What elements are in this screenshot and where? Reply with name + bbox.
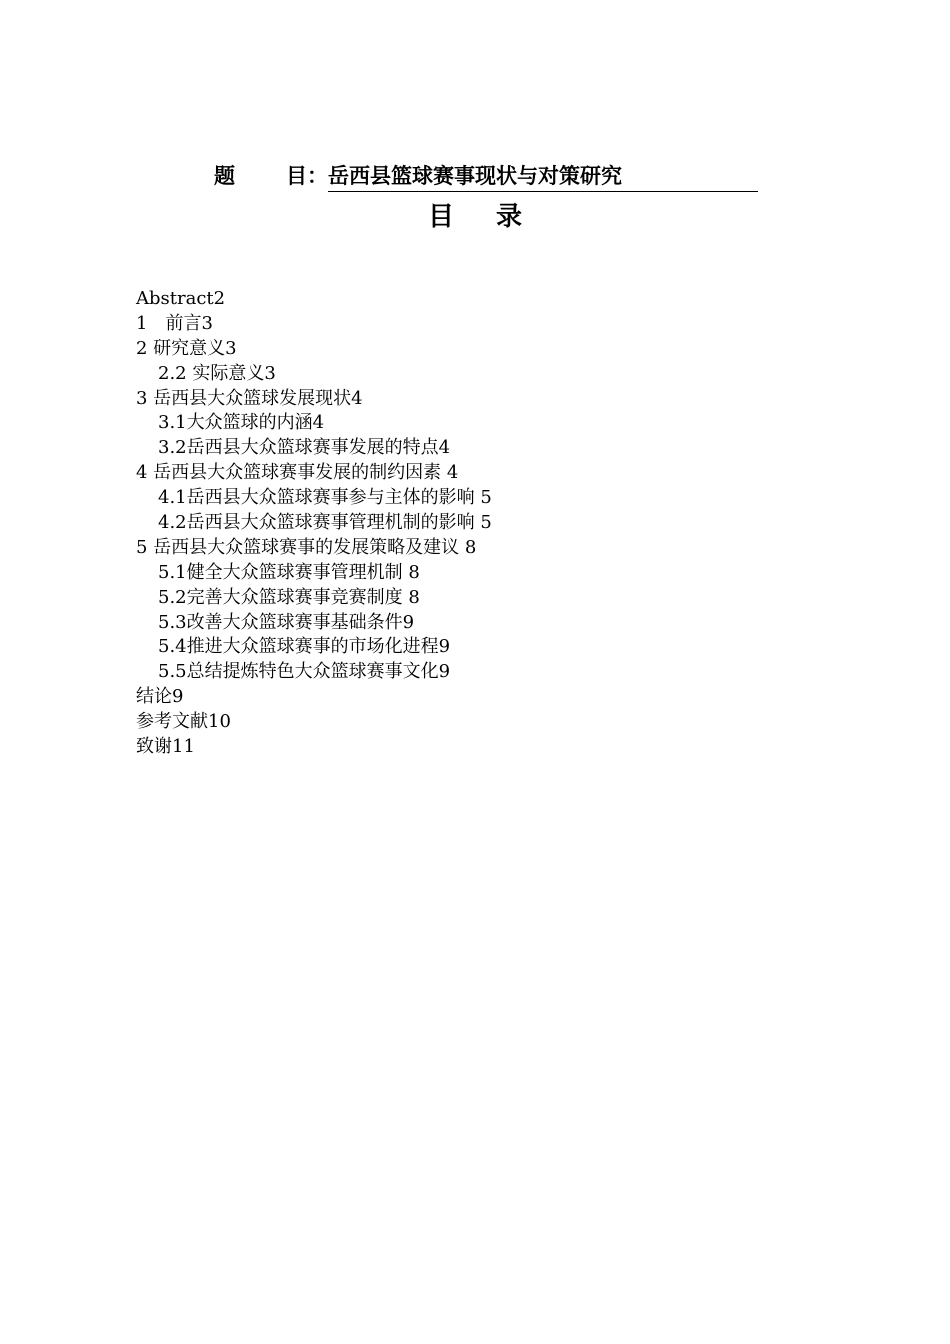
toc-entry[interactable]: 结论9 bbox=[136, 686, 184, 708]
toc-entry[interactable]: 4 岳西县大众篮球赛事发展的制约因素 4 bbox=[136, 462, 459, 484]
toc-heading bbox=[0, 196, 950, 233]
toc-entry[interactable]: 5.4推进大众篮球赛事的市场化进程9 bbox=[158, 636, 451, 658]
toc-entry[interactable]: 1 前言3 bbox=[136, 312, 213, 334]
toc-entry[interactable]: 3.1大众篮球的内涵4 bbox=[158, 412, 325, 434]
toc-entry[interactable]: 5.1健全大众篮球赛事管理机制 8 bbox=[158, 561, 420, 583]
toc-heading-char2: 录 bbox=[496, 202, 523, 232]
title-label bbox=[214, 160, 328, 190]
toc-heading-char1: 目 bbox=[427, 202, 454, 232]
toc-entry[interactable]: 2 研究意义3 bbox=[136, 337, 237, 359]
toc-entry[interactable]: 5.2完善大众篮球赛事竞赛制度 8 bbox=[158, 586, 420, 608]
toc-entry[interactable]: 4.1岳西县大众篮球赛事参与主体的影响 5 bbox=[158, 487, 492, 509]
toc-entry[interactable]: 参考文献10 bbox=[136, 711, 231, 733]
toc-entry[interactable]: Abstract2 bbox=[136, 288, 226, 309]
thesis-title-line bbox=[214, 160, 758, 188]
toc-entry[interactable]: 5 岳西县大众篮球赛事的发展策略及建议 8 bbox=[136, 536, 477, 558]
title-label-char1: 题 bbox=[214, 163, 235, 188]
toc-entry[interactable]: 5.3改善大众篮球赛事基础条件9 bbox=[158, 611, 415, 633]
toc-entry[interactable]: 3.2岳西县大众篮球赛事发展的特点4 bbox=[158, 437, 451, 459]
title-label-char2: 目： bbox=[286, 163, 328, 188]
toc-entry[interactable]: 2.2 实际意义3 bbox=[158, 362, 276, 384]
thesis-title: 岳西县篮球赛事现状与对策研究 bbox=[328, 160, 758, 192]
table-of-contents bbox=[136, 287, 836, 760]
toc-entry[interactable]: 5.5总结提炼特色大众篮球赛事文化9 bbox=[158, 661, 451, 683]
toc-entry[interactable]: 致谢11 bbox=[136, 736, 195, 758]
toc-entry[interactable]: 3 岳西县大众篮球发展现状4 bbox=[136, 387, 363, 409]
toc-entry[interactable]: 4.2岳西县大众篮球赛事管理机制的影响 5 bbox=[158, 512, 492, 534]
